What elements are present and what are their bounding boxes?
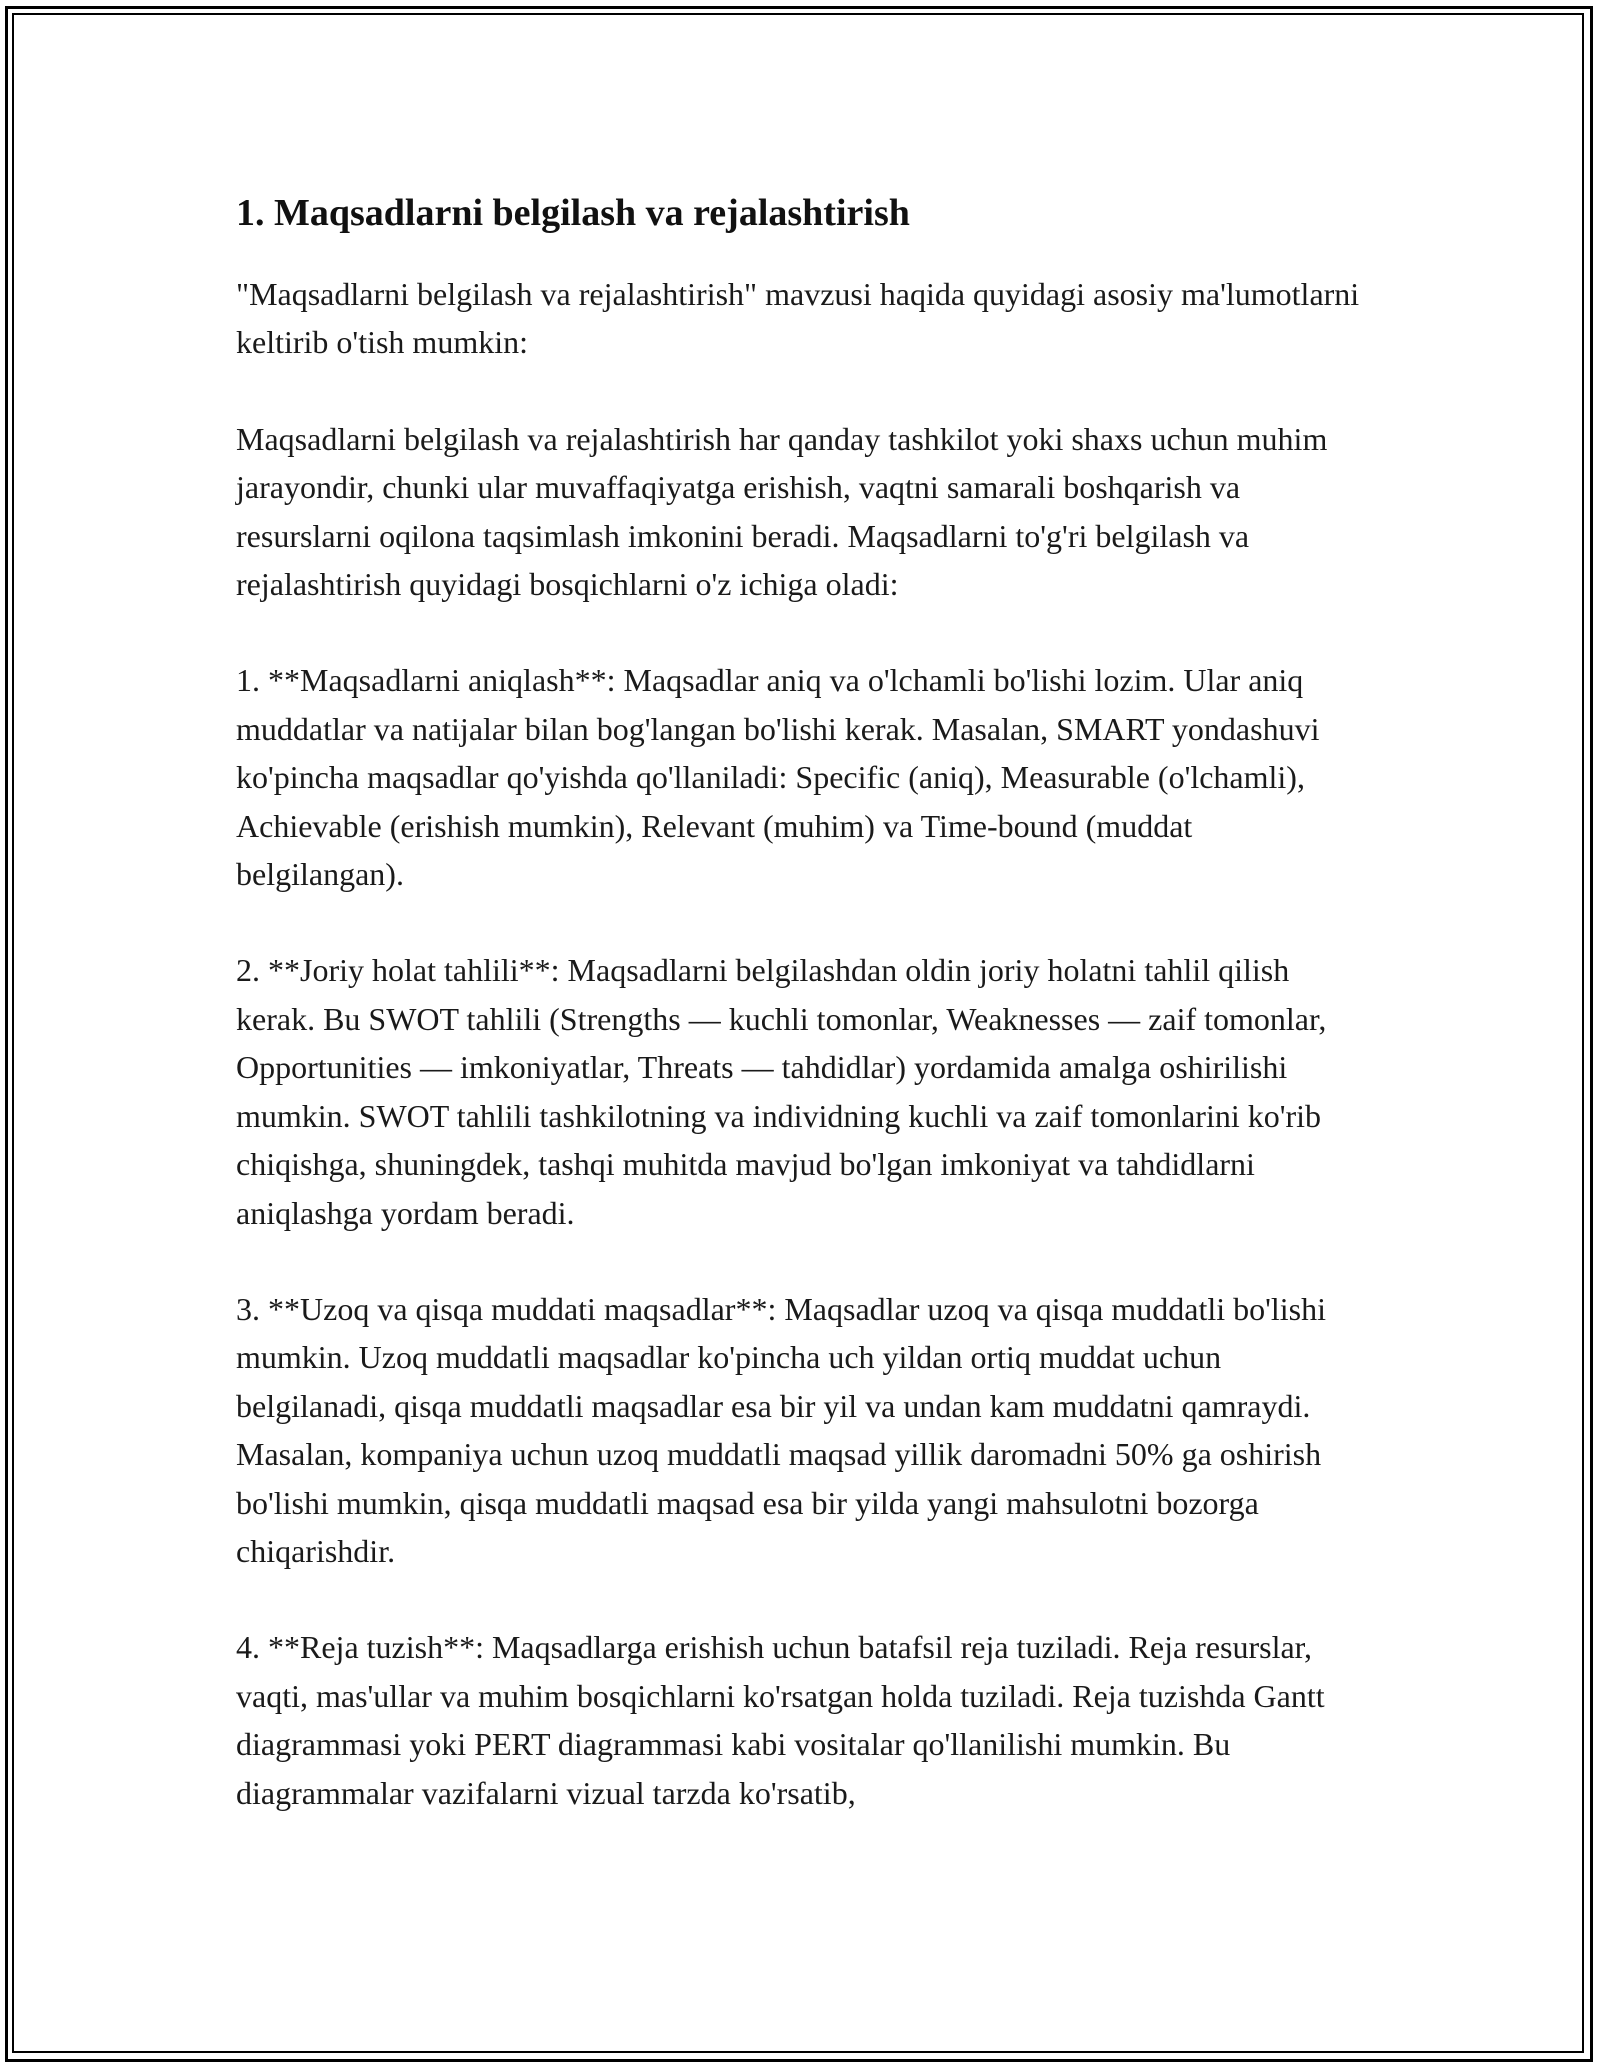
step-4-paragraph: 4. **Reja tuzish**: Maqsadlarga erishish uchun batafsil reja tuziladi. Reja resurslar, vaqti, mas'ullar va muhim bosqichlarni ko'rsatgan holda tuziladi. Reja tuzishda Gantt diagrammasi yoki PERT diagrammasi kabi vositalar qo'llanilishi mumkin. Bu diagrammalar vazifalarni vizual tarzda ko'rsatib, (236, 1629, 1325, 1811)
overview-paragraph: Maqsadlarni belgilash va rejalashtirish har qanday tashkilot yoki shaxs uchun muhim jarayondir, chunki ular muvaffaqiyatga erishish, vaqtni samarali boshqarish va resurslarni oqilona taqsimlash imkonini beradi. Maqsadlarni to'g'ri belgilash va rejalashtirish quyidagi bosqichlarni o'z ichiga oladi: (236, 420, 1328, 603)
step-1-paragraph: 1. **Maqsadlarni aniqlash**: Maqsadlar aniq va o'lchamli bo'lishi lozim. Ular aniq muddatlar va natijalar bilan bog'langan bo'lishi kerak. Masalan, SMART yondashuvi ko'pincha maqsadlar qo'yishda qo'llaniladi: Specific (aniq), Measurable (o'lchamli), Achievable (erishish mumkin), Relevant (muhim) va Time-bound (muddat belgilangan). (236, 662, 1320, 893)
intro-paragraph: "Maqsadlarni belgilash va rejalashtirish" mavzusi haqida quyidagi asosiy ma'lumotlarni keltirib o'tish mumkin: (236, 276, 1360, 361)
step-2-paragraph: 2. **Joriy holat tahlili**: Maqsadlarni belgilashdan oldin joriy holatni tahlil qilish kerak. Bu SWOT tahlili (Strengths — kuchli tomonlar, Weaknesses — zaif tomonlar, Opportunities — imkoniyatlar, Threats — tahdidlar) yordamida amalga oshirilishi mumkin. SWOT tahlili tashkilotning va individning kuchli va zaif tomonlarini ko'rib chiqishga, shuningdek, tashqi muhitda mavjud bo'lgan imkoniyat va tahdidlarni aniqlashga yordam beradi. (236, 952, 1327, 1231)
document-body (236, 186, 1368, 1865)
page-title: 1. Maqsadlarni belgilash va rejalashtirish (236, 192, 910, 234)
step-3-paragraph: 3. **Uzoq va qisqa muddati maqsadlar**: Maqsadlar uzoq va qisqa muddatli bo'lishi mumkin. Uzoq muddatli maqsadlar ko'pincha uch yildan ortiq muddat uchun belgilanadi, qisqa muddatli maqsadlar esa bir yil va undan kam muddatni qamraydi. Masalan, kompaniya uchun uzoq muddatli maqsad yillik daromadni 50% ga oshirish bo'lishi mumkin, qisqa muddatli maqsad esa bir yilda yangi mahsulotni bozorga chiqarishdir. (236, 1290, 1326, 1569)
